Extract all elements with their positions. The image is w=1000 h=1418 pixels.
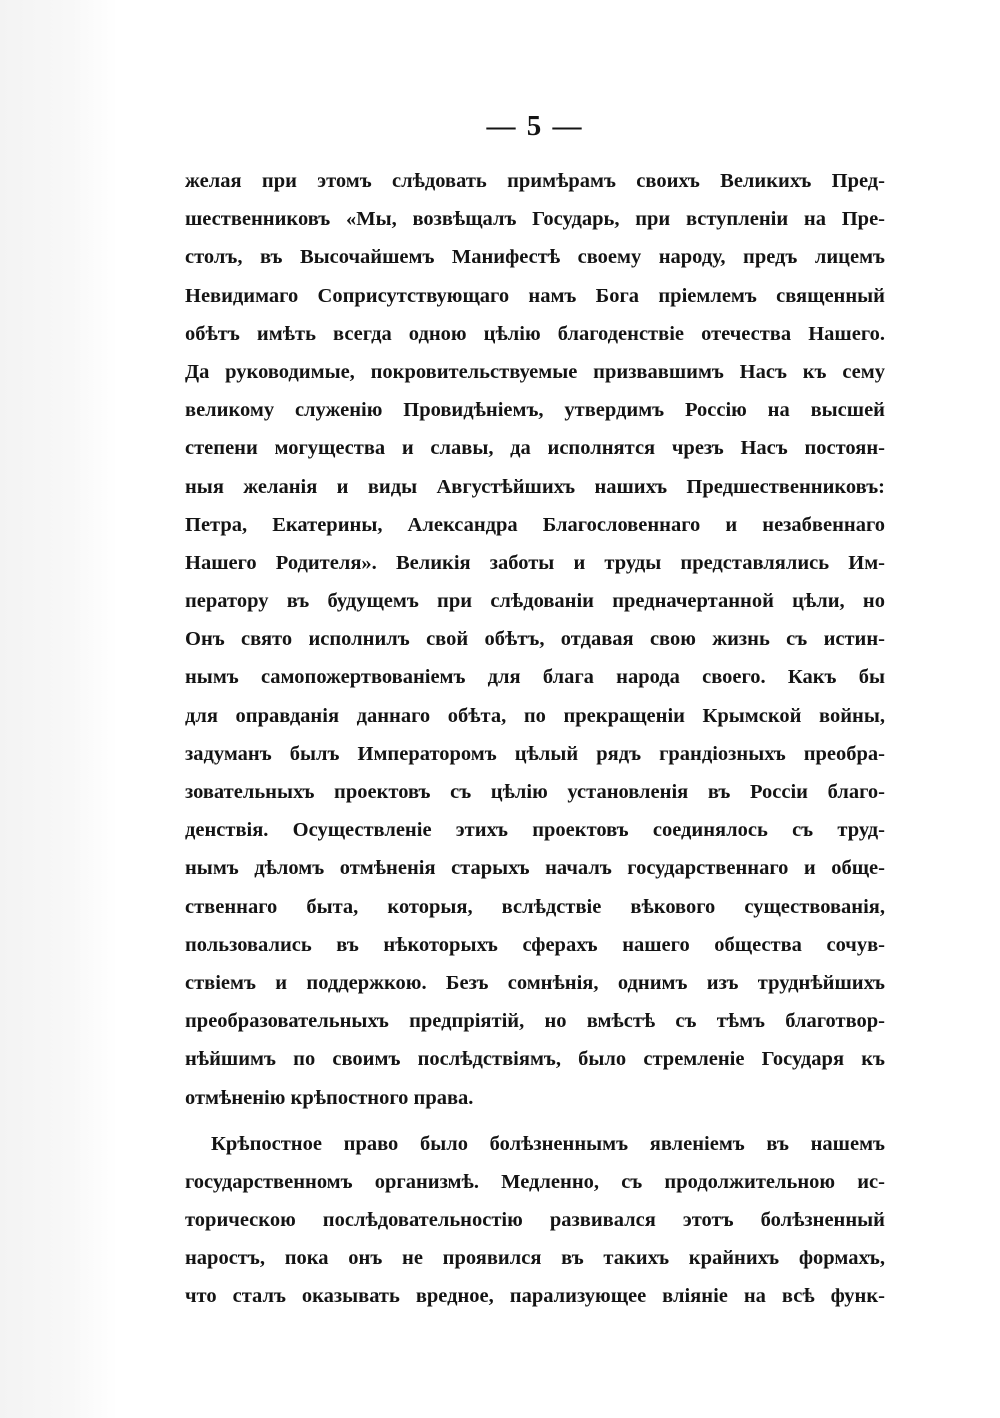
text-line: Нашего Родителя». Великія заботы и труды представлялись Им-: [185, 551, 885, 574]
text-line: Петра, Екатерины, Александра Благословеннаго и незабвеннаго: [185, 513, 885, 536]
text-line: великому служенію Провидѣніемъ, утвердимъ Россію на высшей: [185, 399, 885, 422]
text-line: Онъ свято исполнилъ свой обѣтъ, отдавая свою жизнь съ истин-: [185, 628, 885, 651]
text-line: Крѣпостное право было болѣзненнымъ явленіемъ въ нашемъ: [211, 1132, 885, 1155]
text-line: нѣйшимъ по своимъ послѣдствіямъ, было стремленіе Государя къ: [185, 1048, 885, 1071]
text-line: отмѣненію крѣпостного права.: [185, 1086, 474, 1109]
text-line: денствія. Осуществленіе этихъ проектовъ соединялось съ труд-: [185, 819, 885, 842]
text-line: для оправданія даннаго обѣта, по прекращеніи Крымской войны,: [185, 704, 885, 727]
paragraph-2: [185, 1125, 885, 1316]
text-line: шественниковъ «Мы, возвѣщалъ Государь, при вступленіи на Пре-: [185, 208, 885, 231]
text-line: пользовались въ нѣкоторыхъ сферахъ нашего общества сочув-: [185, 933, 885, 956]
text-line: ственнаго быта, которыя, вслѣдствіе вѣкового существованія,: [185, 895, 885, 918]
text-line: торическою послѣдовательностію развивался этотъ болѣзненный: [185, 1209, 885, 1232]
text-line: обѣтъ имѣть всегда одною цѣлію благоденствіе отечества Нашего.: [185, 322, 885, 345]
page-number: — 5 —: [486, 110, 584, 142]
text-line: зовательныхъ проектовъ съ цѣлію установленія въ Россіи благо-: [185, 781, 885, 803]
text-line: степени могущества и славы, да исполнятся чрезъ Насъ постоян-: [185, 437, 885, 460]
text-line: желая при этомъ слѣдовать примѣрамъ своихъ Великихъ Пред-: [185, 170, 885, 192]
book-page: [185, 0, 885, 1418]
text-line: столъ, въ Высочайшемъ Манифестѣ своему народу, предъ лицемъ: [185, 246, 885, 269]
text-line: Да руководимые, покровительствуемые призвавшимъ Насъ къ сему: [185, 360, 885, 383]
text-line: нымъ дѣломъ отмѣненія старыхъ началъ государственнаго и обще-: [185, 857, 885, 880]
text-line: преобразовательныхъ предпріятій, но вмѣстѣ съ тѣмъ благотвор-: [185, 1010, 885, 1033]
text-line: нымъ самопожертвованіемъ для блага народа своего. Какъ бы: [185, 666, 885, 689]
paragraph-gap: [185, 1117, 885, 1125]
scan-margin-shadow: [0, 0, 118, 1418]
text-line: государственномъ организмѣ. Медленно, съ продолжительною ис-: [185, 1170, 885, 1193]
text-line: ныя желанія и виды Августѣйшихъ нашихъ Предшественниковъ:: [185, 475, 885, 498]
text-line: ствіемъ и поддержкою. Безъ сомнѣнія, однимъ изъ труднѣйшихъ: [185, 971, 885, 994]
text-line: задуманъ былъ Императоромъ цѣлый рядъ грандіозныхъ преобра-: [185, 742, 885, 765]
paragraph-1: [185, 162, 885, 1117]
text-line: что сталъ оказывать вредное, парализующее вліяніе на всѣ функ-: [185, 1285, 885, 1308]
text-line: ператору въ будущемъ при слѣдованіи предначертанной цѣли, но: [185, 590, 885, 613]
text-line: Невидимаго Соприсутствующаго намъ Бога пріемлемъ священный: [185, 284, 885, 307]
page-text: [185, 162, 885, 1316]
text-line: наростъ, пока онъ не проявился въ такихъ крайнихъ формахъ,: [185, 1247, 885, 1270]
